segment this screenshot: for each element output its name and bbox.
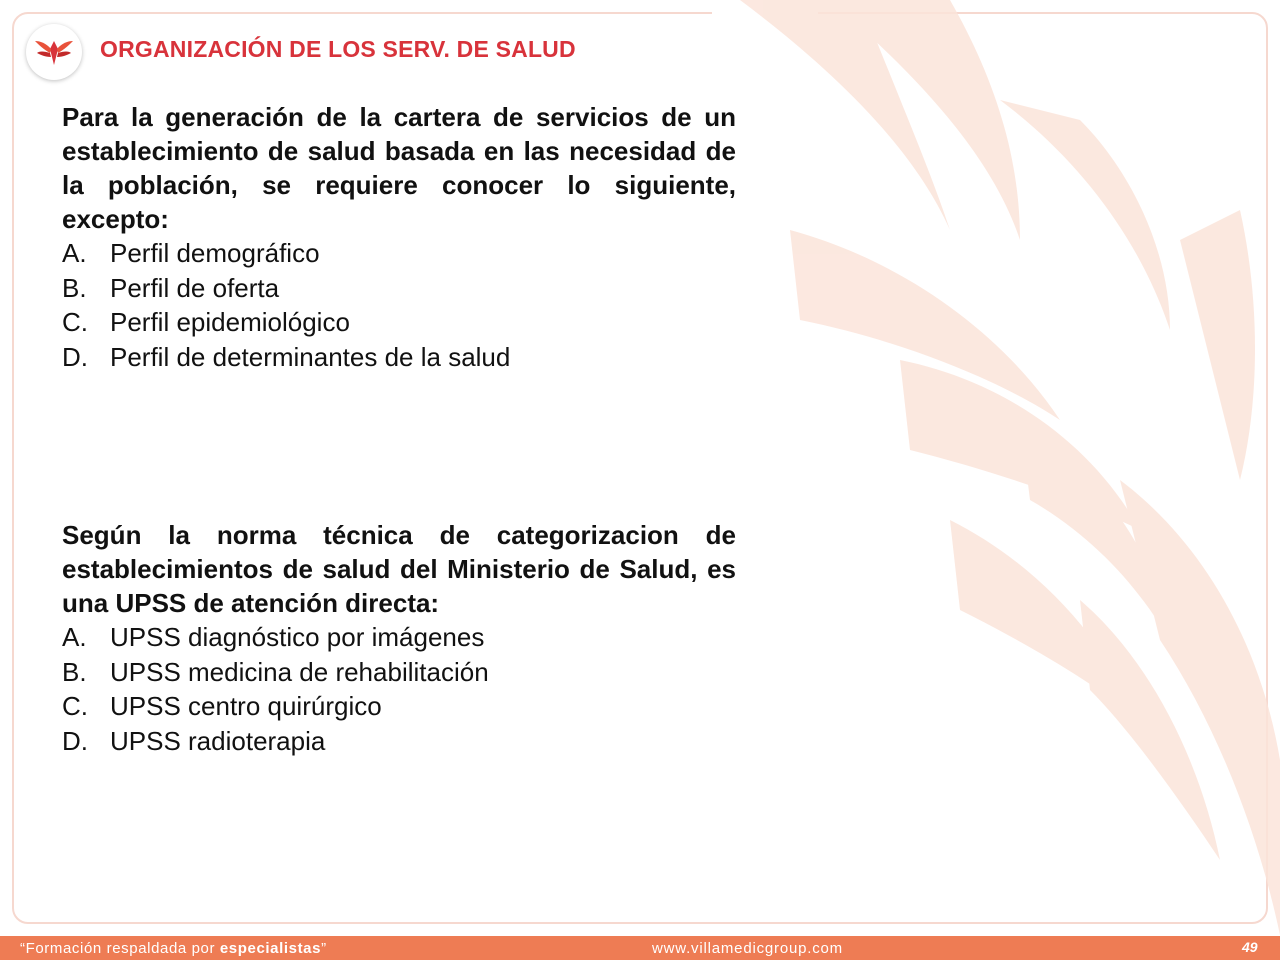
option-letter: D. xyxy=(62,341,88,372)
option-b xyxy=(62,271,736,306)
option-text: Perfil epidemiológico xyxy=(110,307,350,337)
page-title: ORGANIZACIÓN DE LOS SERV. DE SALUD xyxy=(100,36,576,62)
options-list xyxy=(62,236,736,374)
option-letter: A. xyxy=(62,622,87,652)
slogan-suffix: ” xyxy=(321,940,327,957)
option-text: UPSS medicina de rehabilitación xyxy=(110,656,489,687)
options-list xyxy=(62,620,736,758)
option-text: UPSS diagnóstico por imágenes xyxy=(110,622,485,652)
footer-bar xyxy=(0,936,1280,960)
option-letter: C. xyxy=(62,307,88,337)
option-a xyxy=(62,620,736,655)
footer-url[interactable]: www.villamedicgroup.com xyxy=(652,940,843,957)
option-text: UPSS centro quirúrgico xyxy=(110,691,382,721)
question-text: Para la generación de la cartera de servicios de un establecimiento de salud basada en las necesidad de la población, se requiere conocer lo siguiente, excepto: xyxy=(62,102,736,234)
option-letter: B. xyxy=(62,656,87,687)
option-d xyxy=(62,724,736,759)
option-c xyxy=(62,689,736,724)
option-letter: A. xyxy=(62,238,87,268)
option-letter: D. xyxy=(62,725,88,756)
option-letter: B. xyxy=(62,272,87,303)
option-c xyxy=(62,305,736,340)
option-a xyxy=(62,236,736,271)
option-letter: C. xyxy=(62,691,88,721)
question-block-1 xyxy=(62,100,736,374)
slogan-bold: especialistas xyxy=(219,940,322,957)
option-text: UPSS radioterapia xyxy=(110,725,326,756)
option-b xyxy=(62,655,736,690)
phoenix-watermark xyxy=(700,0,1280,935)
option-text: Perfil de oferta xyxy=(110,272,280,303)
page-number: 49 xyxy=(1242,939,1258,955)
slogan-prefix: “Formación respaldada por xyxy=(20,940,220,957)
question-block-2 xyxy=(62,518,736,758)
question-text: Según la norma técnica de categorizacion de establecimientos de salud del Ministerio de Salud, es una UPSS de atención directa: xyxy=(62,520,736,618)
footer-slogan xyxy=(20,940,327,957)
option-d xyxy=(62,340,736,375)
option-text: Perfil demográfico xyxy=(110,238,320,268)
phoenix-logo-icon xyxy=(34,35,74,69)
option-text: Perfil de determinantes de la salud xyxy=(110,341,511,372)
logo-badge xyxy=(26,24,82,80)
